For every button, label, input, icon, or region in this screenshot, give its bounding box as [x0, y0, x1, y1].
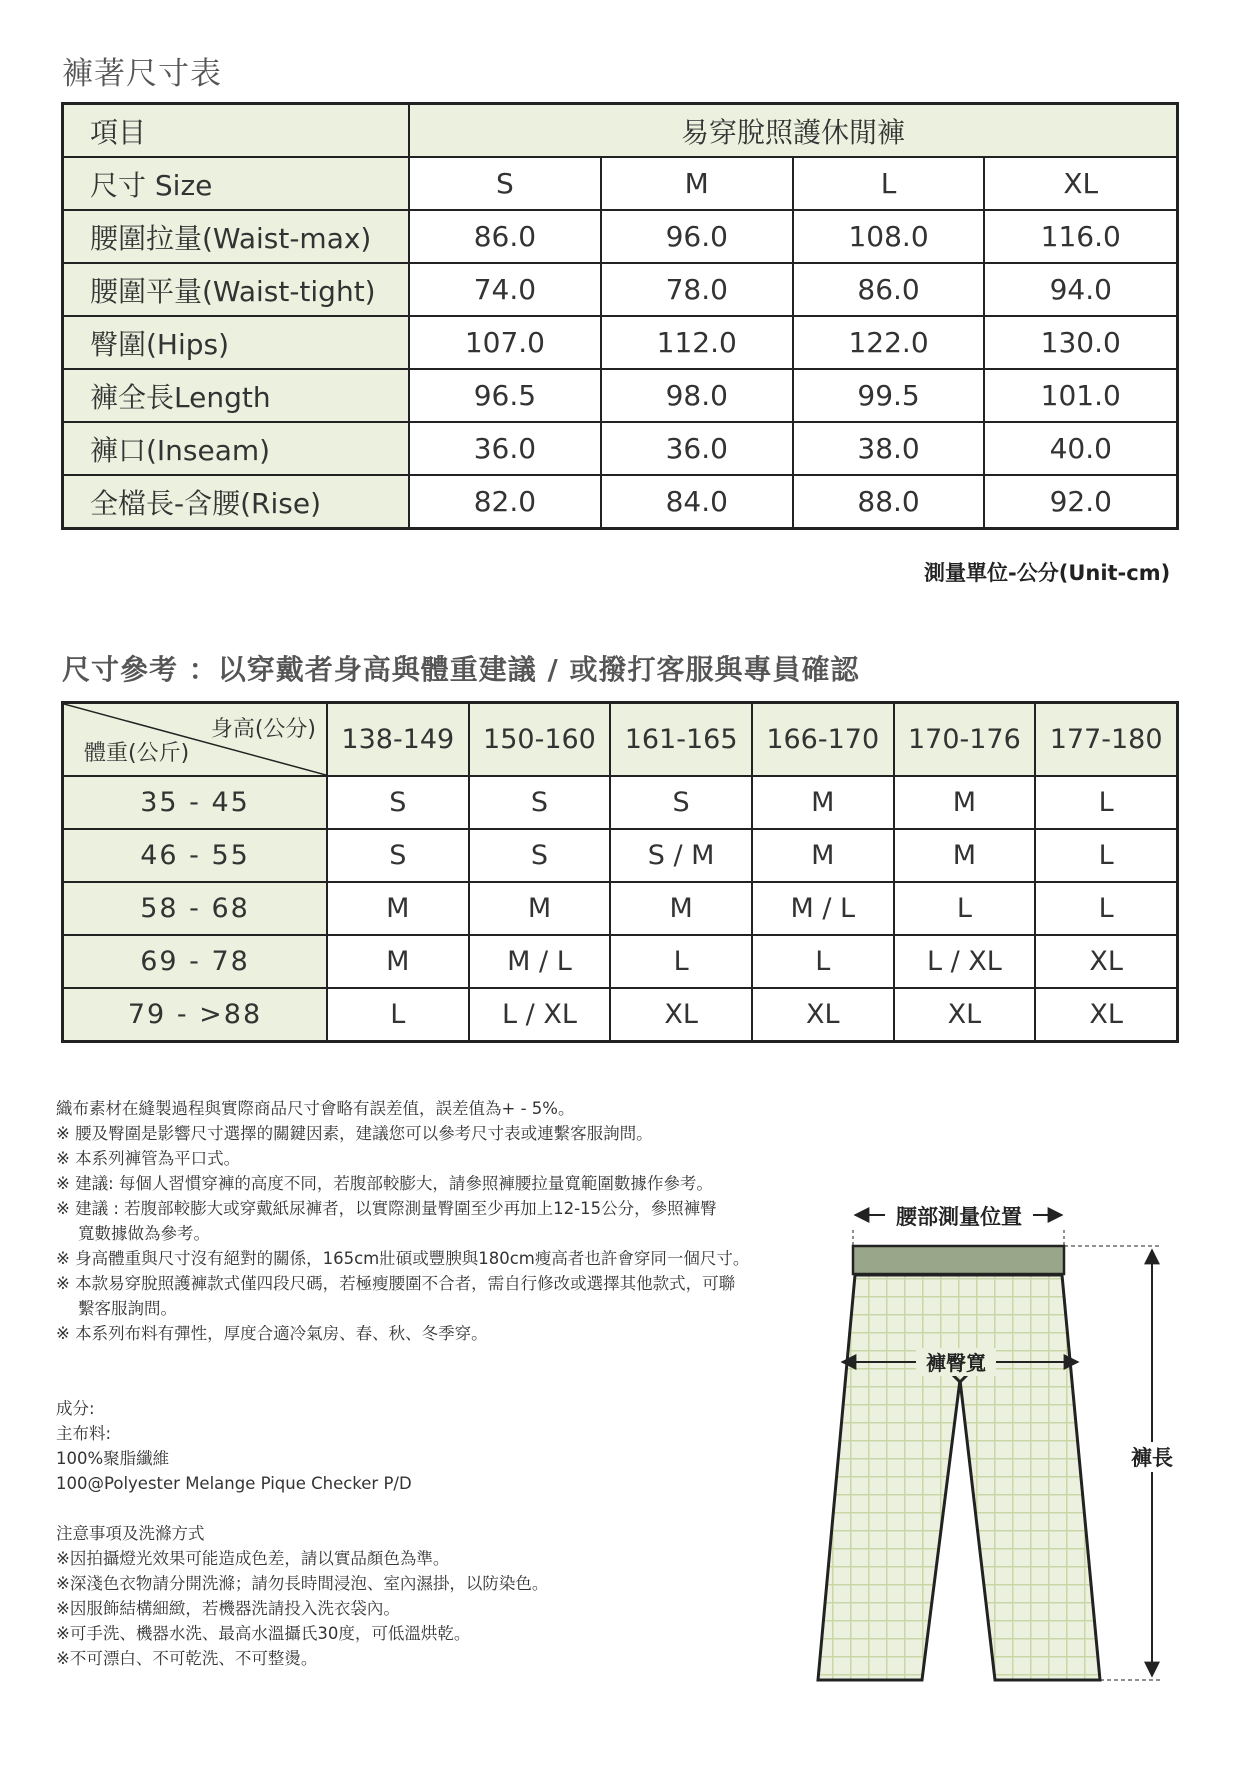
weight-axis-label: 體重(公斤)	[84, 741, 190, 766]
value-cell: 108.0	[793, 210, 985, 263]
height-header: 161-165	[610, 703, 752, 777]
table-row	[63, 369, 1178, 422]
care-line: ※深淺色衣物請分開洗滌；請勿長時間浸泡、室內濕掛，以防染色。	[56, 1574, 549, 1593]
size-cell: S	[327, 829, 469, 882]
note-line: ※ 建議: 每個人習慣穿褲的高度不同，若腹部較膨大，請參照褲腰拉量寬範圍數據作參考。	[56, 1174, 713, 1193]
size-cell: L / XL	[894, 935, 1036, 988]
value-cell: 96.0	[601, 210, 793, 263]
value-cell: 74.0	[409, 263, 601, 316]
value-cell: 130.0	[984, 316, 1177, 369]
unit-note: 測量單位-公分(Unit-cm)	[924, 561, 1171, 585]
table-row	[63, 104, 1178, 158]
notes-section	[56, 1096, 836, 1671]
fabric-title: 主布料:	[56, 1424, 112, 1443]
weight-cell: 69 - 78	[63, 935, 328, 988]
table-row	[63, 316, 1178, 369]
size-cell: L	[1035, 829, 1177, 882]
height-header: 166-170	[752, 703, 894, 777]
size-cell: M / L	[469, 935, 611, 988]
care-title: 注意事項及洗滌方式	[56, 1524, 205, 1543]
row-label: 褲口(Inseam)	[63, 422, 410, 475]
care-line: ※不可漂白、不可乾洗、不可整燙。	[56, 1649, 318, 1668]
value-cell: 40.0	[984, 422, 1177, 475]
value-cell: 98.0	[601, 369, 793, 422]
size-cell: XL	[1035, 935, 1177, 988]
value-cell: 84.0	[601, 475, 793, 529]
size-cell: XL	[752, 988, 894, 1042]
note-line: ※ 身高體重與尺寸沒有絕對的關係，165cm壯碩或豐腴與180cm瘦高者也許會穿同一個尺寸。	[56, 1249, 750, 1268]
size-cell: XL	[1035, 988, 1177, 1042]
note-line: 織布素材在縫製過程與實際商品尺寸會略有誤差值，誤差值為+ - 5%。	[56, 1099, 575, 1118]
size-cell: S	[327, 776, 469, 829]
value-cell: 107.0	[409, 316, 601, 369]
value-cell: 36.0	[409, 422, 601, 475]
weight-cell: 58 - 68	[63, 882, 328, 935]
value-cell: 36.0	[601, 422, 793, 475]
fabric-en: 100@Polyester Melange Pique Checker P/D	[56, 1474, 412, 1493]
table-row	[63, 263, 1178, 316]
row-label: 腰圍拉量(Waist-max)	[63, 210, 410, 263]
size-cell: M	[894, 776, 1036, 829]
value-cell: 112.0	[601, 316, 793, 369]
care-line: ※因拍攝燈光效果可能造成色差，請以實品顏色為準。	[56, 1549, 450, 1568]
note-line: ※ 腰及臀圍是影響尺寸選擇的關鍵因素，建議您可以參考尺寸表或連繫客服詢問。	[56, 1124, 653, 1143]
size-cell: M	[469, 882, 611, 935]
table-row	[63, 703, 1178, 777]
size-cell: S	[469, 776, 611, 829]
reference-title: 尺寸參考 ：以穿戴者身高與體重建議 / 或撥打客服與專員確認	[62, 653, 860, 686]
size-cell: M	[601, 157, 793, 210]
size-chart-table	[61, 102, 1179, 530]
height-header: 138-149	[327, 703, 469, 777]
header-label-cell: 項目	[63, 104, 410, 158]
row-label: 腰圍平量(Waist-tight)	[63, 263, 410, 316]
length-label: 褲長	[1131, 1446, 1173, 1470]
note-line: 寬數據做為參考。	[78, 1224, 210, 1243]
size-cell: XL	[894, 988, 1036, 1042]
row-label: 褲全長Length	[63, 369, 410, 422]
table-row	[63, 882, 1178, 935]
size-cell: XL	[984, 157, 1177, 210]
value-cell: 38.0	[793, 422, 985, 475]
size-cell: M	[327, 882, 469, 935]
value-cell: 82.0	[409, 475, 601, 529]
note-line: ※ 本款易穿脫照護褲款式僅四段尺碼，若極瘦腰圍不合者，需自行修改或選擇其他款式，可聯	[56, 1274, 736, 1293]
table-row	[63, 422, 1178, 475]
size-cell: L	[894, 882, 1036, 935]
note-line: ※ 本系列褲管為平口式。	[56, 1149, 241, 1168]
size-label-cell: 尺寸 Size	[63, 157, 410, 210]
weight-cell: 46 - 55	[63, 829, 328, 882]
height-header: 177-180	[1035, 703, 1177, 777]
size-cell: S	[610, 776, 752, 829]
weight-cell: 35 - 45	[63, 776, 328, 829]
weight-cell: 79 - >88	[63, 988, 328, 1042]
size-cell: M	[327, 935, 469, 988]
height-header: 150-160	[469, 703, 611, 777]
value-cell: 96.5	[409, 369, 601, 422]
size-cell: L	[752, 935, 894, 988]
note-line: ※ 本系列布料有彈性，厚度合適冷氣房、春、秋、冬季穿。	[56, 1324, 488, 1343]
size-cell: M / L	[752, 882, 894, 935]
size-cell: S	[409, 157, 601, 210]
size-cell: M	[610, 882, 752, 935]
corner-cell	[63, 703, 328, 777]
product-name-cell: 易穿脫照護休閒褲	[409, 104, 1178, 158]
table-row	[63, 988, 1178, 1042]
hip-label: 褲臀寬	[926, 1351, 986, 1375]
height-axis-label: 身高(公分)	[210, 717, 316, 742]
table-row	[63, 776, 1178, 829]
note-line: ※ 建議 : 若腹部較膨大或穿戴紙尿褲者，以實際測量臀圍至少再加上12-15公分，參照褲臀	[56, 1199, 717, 1218]
size-cell: L	[1035, 882, 1177, 935]
size-reference-table	[61, 701, 1179, 1043]
size-cell: L	[1035, 776, 1177, 829]
table-row	[63, 475, 1178, 529]
size-cell: M	[894, 829, 1036, 882]
size-cell: M	[752, 829, 894, 882]
pants-body	[818, 1275, 1100, 1680]
size-cell: S	[469, 829, 611, 882]
size-cell: L	[793, 157, 985, 210]
value-cell: 78.0	[601, 263, 793, 316]
height-header: 170-176	[894, 703, 1036, 777]
table-row	[63, 157, 1178, 210]
size-cell: L / XL	[469, 988, 611, 1042]
size-cell: S / M	[610, 829, 752, 882]
waistband	[853, 1246, 1064, 1274]
value-cell: 86.0	[409, 210, 601, 263]
table-row	[63, 935, 1178, 988]
value-cell: 86.0	[793, 263, 985, 316]
value-cell: 116.0	[984, 210, 1177, 263]
value-cell: 122.0	[793, 316, 985, 369]
pants-diagram	[800, 1180, 1200, 1700]
size-chart-title: 褲著尺寸表	[62, 56, 222, 92]
table-row	[63, 210, 1178, 263]
value-cell: 94.0	[984, 263, 1177, 316]
note-line: 繫客服詢問。	[78, 1299, 177, 1318]
size-cell: M	[752, 776, 894, 829]
value-cell: 92.0	[984, 475, 1177, 529]
size-cell: L	[327, 988, 469, 1042]
value-cell: 101.0	[984, 369, 1177, 422]
value-cell: 99.5	[793, 369, 985, 422]
row-label: 全檔長-含腰(Rise)	[63, 475, 410, 529]
size-cell: XL	[610, 988, 752, 1042]
care-line: ※可手洗、機器水洗、最高水溫攝氏30度，可低溫烘乾。	[56, 1624, 471, 1643]
composition-title: 成分:	[56, 1399, 95, 1418]
value-cell: 88.0	[793, 475, 985, 529]
care-line: ※因服飾結構細緻，若機器洗請投入洗衣袋內。	[56, 1599, 400, 1618]
waist-label: 腰部測量位置	[896, 1205, 1022, 1229]
table-row	[63, 829, 1178, 882]
fabric-cn: 100%聚脂纖維	[56, 1449, 170, 1468]
size-cell: L	[610, 935, 752, 988]
row-label: 臀圍(Hips)	[63, 316, 410, 369]
